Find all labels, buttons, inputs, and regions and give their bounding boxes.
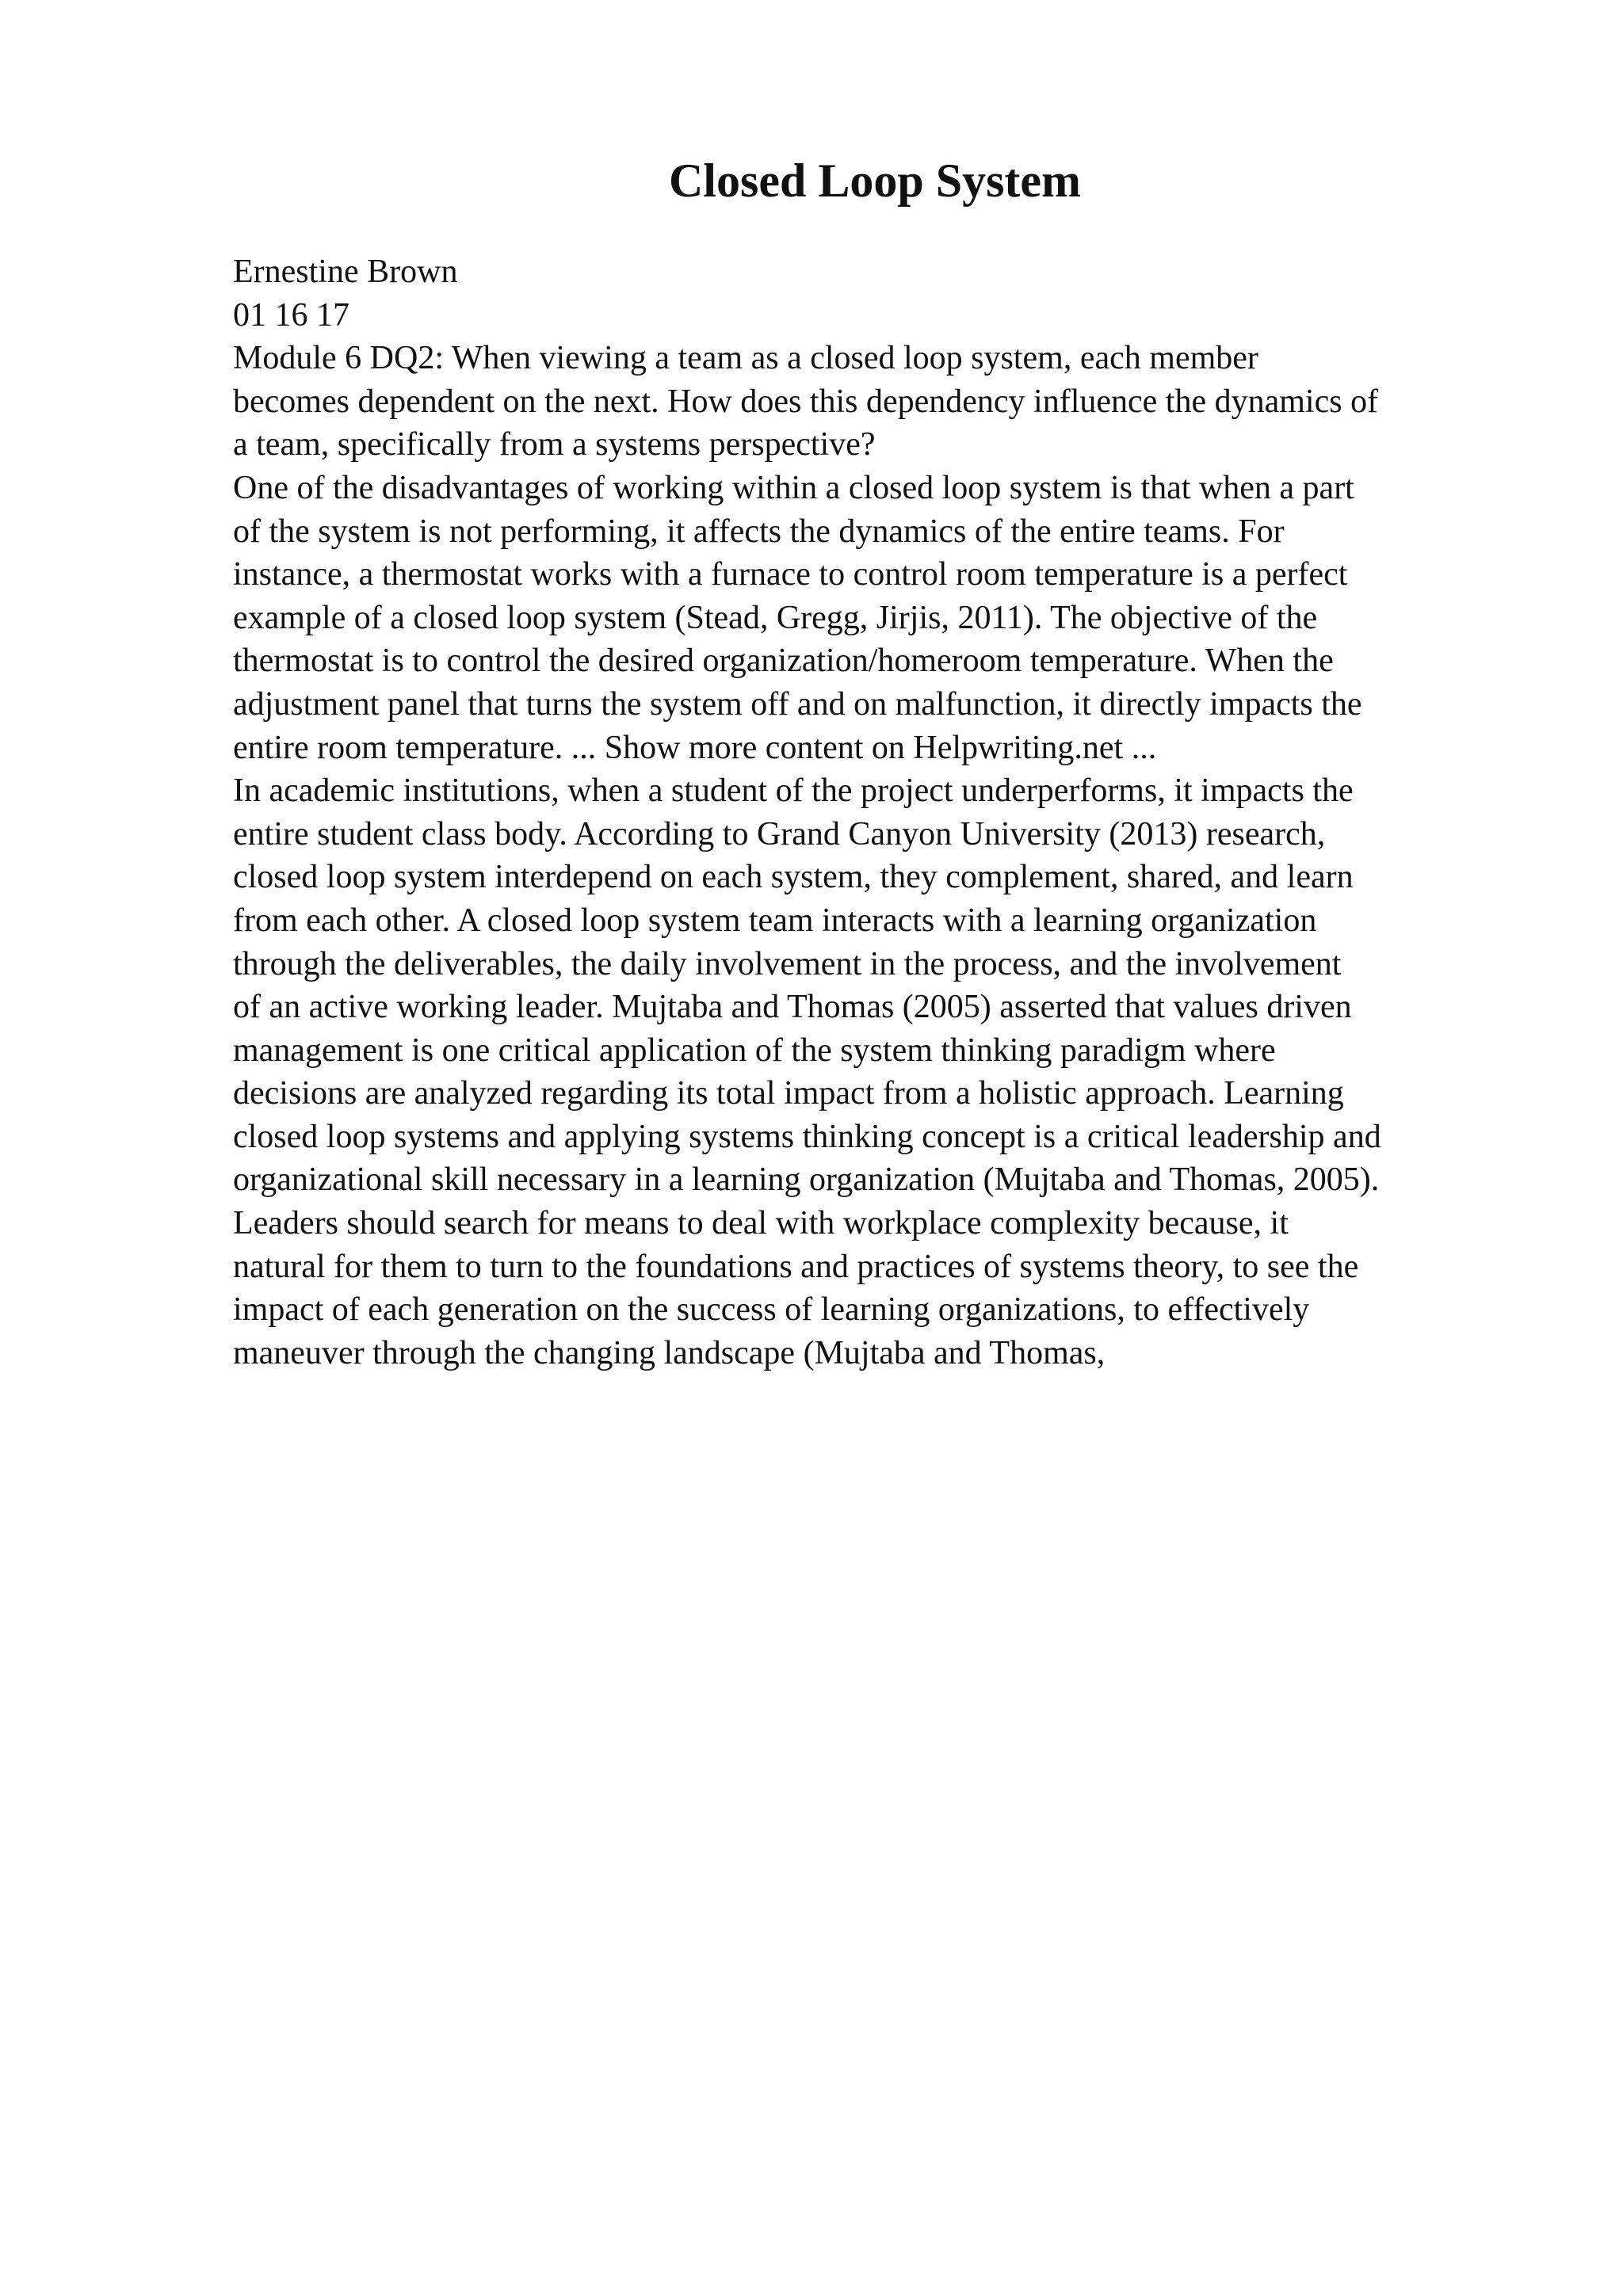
body-text-line: adjustment panel that turns the system off and on malfunction, it directly impacts the xyxy=(233,685,1362,723)
author-line: Ernestine Brown xyxy=(233,254,458,290)
date-line: 01 16 17 xyxy=(233,296,349,334)
body-text-line: of the system is not performing, it affects the dynamics of the entire teams. For xyxy=(233,513,1285,550)
body-text-line: example of a closed loop system (Stead, Gregg, Jirjis, 2011). The objective of the xyxy=(233,599,1318,636)
body-text-line: impact of each generation on the success of learning organizations, to effectively xyxy=(233,1291,1310,1329)
body-text-line: maneuver through the changing landscape (Mujtaba and Thomas, xyxy=(233,1334,1106,1371)
body-text-line: organizational skill necessary in a learning organization (Mujtaba and Thomas, 2005). xyxy=(233,1161,1380,1199)
body-text-line: through the deliverables, the daily involvement in the process, and the involvement xyxy=(233,945,1342,982)
body-text-line: One of the disadvantages of working within a closed loop system is that when a part xyxy=(233,469,1354,506)
body-text-line: management is one critical application of the system thinking paradigm where xyxy=(233,1032,1276,1069)
body-text-line: entire room temperature. ... Show more content on Helpwriting.net ... xyxy=(233,729,1157,766)
prompt-line: a team, specifically from a systems perspective? xyxy=(233,426,876,463)
body-text-line: thermostat is to control the desired organization/homeroom temperature. When the xyxy=(233,643,1334,680)
prompt-line: Module 6 DQ2: When viewing a team as a closed loop system, each member xyxy=(233,340,1258,377)
body-text-line: instance, a thermostat works with a furnace to control room temperature is a perfect xyxy=(233,556,1348,593)
body-text-line: closed loop system interdepend on each system, they complement, shared, and learn xyxy=(233,859,1354,896)
body-text-line: In academic institutions, when a student of the project underperforms, it impacts the xyxy=(233,772,1354,810)
document-title: Closed Loop System xyxy=(668,154,1082,207)
body-text-line: entire student class body. According to Grand Canyon University (2013) research, xyxy=(233,815,1326,852)
document-body xyxy=(233,250,1533,1375)
prompt-line: becomes dependent on the next. How does this dependency influence the dynamics of xyxy=(233,383,1379,420)
body-text-line: Leaders should search for means to deal with workplace complexity because, it xyxy=(233,1205,1289,1242)
body-text-line: of an active working leader. Mujtaba and Thomas (2005) asserted that values driven xyxy=(233,989,1352,1026)
body-text-line: from each other. A closed loop system team interacts with a learning organization xyxy=(233,902,1317,939)
body-text-line: closed loop systems and applying systems thinking concept is a critical leadership and xyxy=(233,1118,1381,1155)
body-text-line: natural for them to turn to the foundations and practices of systems theory, to see the xyxy=(233,1248,1359,1285)
body-text-line: decisions are analyzed regarding its total impact from a holistic approach. Learning xyxy=(233,1075,1344,1112)
